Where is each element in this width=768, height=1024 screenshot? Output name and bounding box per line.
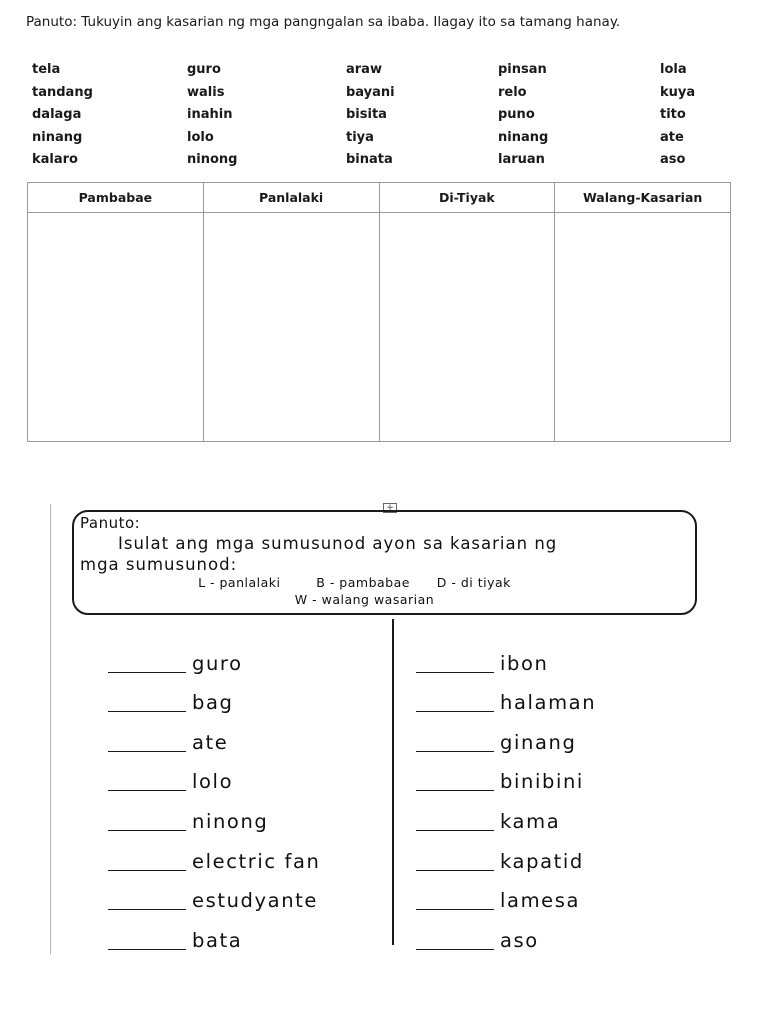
- item-word: kama: [500, 809, 561, 833]
- item-word: estudyante: [192, 889, 319, 913]
- word-bank-item: puno: [498, 107, 535, 123]
- answer-blank[interactable]: [108, 909, 186, 910]
- list-item: [416, 917, 596, 957]
- instruction-box: [72, 510, 697, 615]
- item-word: bag: [192, 691, 234, 715]
- header-di-tiyak: Di-Tiyak: [379, 183, 555, 213]
- answer-blank[interactable]: [108, 870, 186, 871]
- item-word: ibon: [500, 651, 549, 675]
- answer-blank[interactable]: [416, 672, 494, 673]
- list-item: [416, 798, 596, 838]
- header-walang-kasarian: Walang-Kasarian: [555, 183, 731, 213]
- list-item: [108, 798, 321, 838]
- list-item: [108, 917, 321, 957]
- column-divider: [392, 619, 394, 945]
- list-item: [416, 719, 596, 759]
- word-bank-item: tela: [32, 62, 61, 77]
- word-bank-item: bayani: [346, 84, 395, 100]
- word-bank-item: relo: [498, 84, 527, 100]
- word-bank-item: lola: [660, 62, 687, 77]
- word-bank-item: ninang: [32, 129, 83, 145]
- item-word: electric fan: [192, 849, 321, 873]
- word-bank-item: lolo: [187, 129, 214, 145]
- item-word: ate: [192, 730, 229, 754]
- word-bank-item: aso: [660, 152, 686, 168]
- word-bank-item: pinsan: [498, 62, 547, 77]
- right-item-list: [416, 640, 596, 957]
- answer-blank[interactable]: [108, 830, 186, 831]
- item-word: bata: [192, 928, 243, 952]
- word-bank-item: araw: [346, 62, 382, 77]
- answer-blank[interactable]: [416, 909, 494, 910]
- legend-line-1: L - panlalaki B - pambabae D - di tiyak: [198, 575, 511, 590]
- word-bank-item: tandang: [32, 84, 93, 100]
- list-item: [416, 640, 596, 680]
- item-word: guro: [192, 651, 243, 675]
- word-bank-item: ate: [660, 129, 684, 145]
- answer-blank[interactable]: [416, 830, 494, 831]
- list-item: [416, 878, 596, 918]
- word-bank-item: ninang: [498, 129, 549, 145]
- word-bank-item: kalaro: [32, 152, 78, 168]
- answer-cell-pambabae[interactable]: [28, 213, 204, 442]
- list-item: [108, 878, 321, 918]
- item-word: ninong: [192, 809, 269, 833]
- answer-cell-panlalaki[interactable]: [203, 213, 379, 442]
- word-bank-item: binata: [346, 152, 393, 168]
- item-word: binibini: [500, 770, 584, 794]
- margin-line: [50, 504, 51, 954]
- instruction-text: Panuto: Tukuyin ang kasarian ng mga pangngalan sa ibaba. Ilagay ito sa tamang hanay.: [26, 14, 621, 30]
- item-word: lamesa: [500, 889, 581, 913]
- list-item: [108, 719, 321, 759]
- list-item: [416, 838, 596, 878]
- answer-cell-di-tiyak[interactable]: [379, 213, 555, 442]
- answer-blank[interactable]: [416, 949, 494, 950]
- header-pambabae: Pambabae: [28, 183, 204, 213]
- list-item: [108, 680, 321, 720]
- answer-blank[interactable]: [416, 790, 494, 791]
- box-line-2: mga sumusunod:: [80, 555, 238, 574]
- word-bank-item: laruan: [498, 152, 545, 168]
- gender-classification-table: [27, 182, 731, 442]
- item-word: ginang: [500, 730, 577, 754]
- item-word: lolo: [192, 770, 234, 794]
- word-bank: [26, 59, 746, 172]
- word-bank-item: tiya: [346, 129, 374, 145]
- word-bank-item: walis: [187, 84, 225, 100]
- word-bank-item: ninong: [187, 152, 238, 168]
- answer-blank[interactable]: [416, 711, 494, 712]
- list-item: [416, 680, 596, 720]
- list-item: [108, 759, 321, 799]
- word-bank-item: inahin: [187, 107, 233, 123]
- word-bank-item: bisita: [346, 107, 387, 123]
- header-panlalaki: Panlalaki: [203, 183, 379, 213]
- word-bank-item: tito: [660, 107, 686, 123]
- box-label: Panuto:: [80, 514, 141, 532]
- word-bank-item: dalaga: [32, 107, 82, 123]
- answer-blank[interactable]: [416, 870, 494, 871]
- legend-line-2: W - walang wasarian: [294, 592, 435, 607]
- item-word: aso: [500, 928, 539, 952]
- left-item-list: [108, 640, 321, 957]
- answer-blank[interactable]: [108, 672, 186, 673]
- resize-handle-icon[interactable]: +: [383, 503, 397, 513]
- answer-blank[interactable]: [416, 751, 494, 752]
- list-item: [108, 838, 321, 878]
- answer-cell-walang-kasarian[interactable]: [555, 213, 731, 442]
- answer-blank[interactable]: [108, 751, 186, 752]
- word-bank-item: guro: [187, 62, 221, 77]
- list-item: [416, 759, 596, 799]
- answer-blank[interactable]: [108, 790, 186, 791]
- word-bank-item: kuya: [660, 84, 696, 100]
- list-item: [108, 640, 321, 680]
- item-word: kapatid: [500, 849, 584, 873]
- item-word: halaman: [500, 691, 597, 715]
- answer-blank[interactable]: [108, 949, 186, 950]
- answer-blank[interactable]: [108, 711, 186, 712]
- box-line-1: Isulat ang mga sumusunod ayon sa kasarian ng: [118, 534, 558, 553]
